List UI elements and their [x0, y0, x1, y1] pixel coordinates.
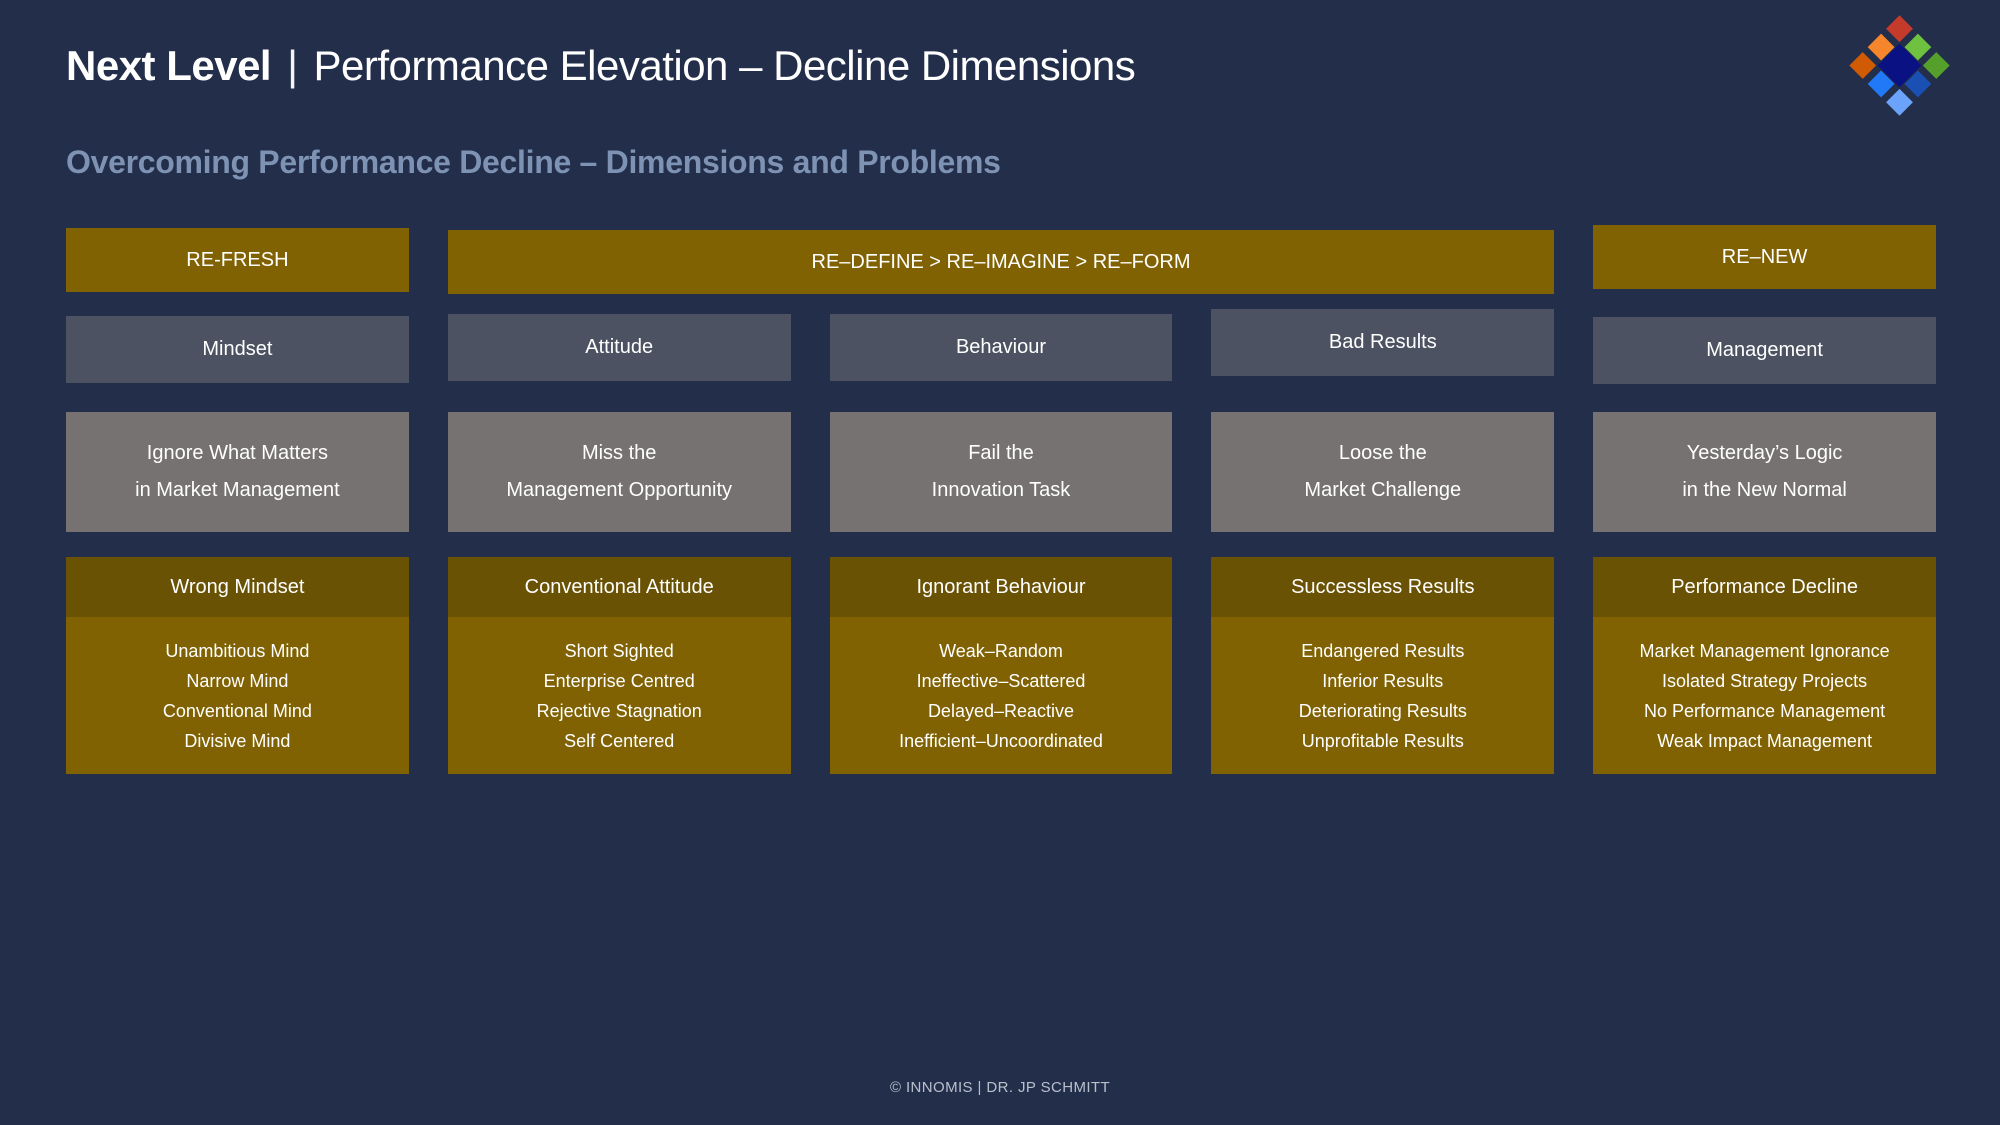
detail-card-item: Enterprise Centred — [543, 670, 695, 691]
slide-subtitle: Overcoming Performance Decline – Dimensions and Problems — [66, 144, 1001, 180]
copyright-footer: © INNOMIS | DR. JP SCHMITT — [889, 1079, 1111, 1096]
detail-card-successless-results — [1211, 557, 1554, 774]
problem-line: Yesterday’s Logic — [1686, 442, 1843, 464]
logo-square-red — [1886, 15, 1913, 42]
problem-box-market-management — [66, 412, 409, 532]
problem-line: in the New Normal — [1682, 479, 1847, 501]
detail-card-item: Unprofitable Results — [1301, 730, 1464, 751]
detail-card-item: No Performance Management — [1644, 700, 1886, 721]
stage-box-renew: RE–NEW — [1593, 225, 1936, 289]
problem-line: Fail the — [968, 442, 1034, 464]
detail-card-items — [1593, 617, 1936, 774]
slide-header — [66, 40, 1135, 92]
problem-box-management-opportunity — [448, 412, 791, 532]
detail-card-item: Short Sighted — [564, 640, 674, 661]
stage-box-refresh: RE-FRESH — [66, 228, 409, 292]
logo-diamond-grid — [1849, 15, 1949, 115]
problem-box-yesterdays-logic — [1593, 412, 1936, 532]
dimension-box-behaviour: Behaviour — [830, 314, 1173, 381]
problem-line: Miss the — [581, 442, 657, 464]
dimension-box-management: Management — [1593, 317, 1936, 384]
decline-matrix — [66, 228, 1936, 774]
detail-card-title: Successless Results — [1211, 557, 1554, 617]
detail-card-performance-decline — [1593, 557, 1936, 774]
detail-card-item: Isolated Strategy Projects — [1662, 670, 1868, 691]
detail-card-item: Delayed–Reactive — [927, 700, 1075, 721]
problem-line: Ignore What Matters — [146, 442, 328, 464]
detail-card-item: Inefficient–Uncoordinated — [899, 730, 1103, 751]
detail-card-item: Conventional Mind — [162, 700, 312, 721]
dimension-box-bad-results: Bad Results — [1211, 309, 1554, 376]
detail-card-item: Endangered Results — [1301, 640, 1465, 661]
stage-box-redefine: RE–DEFINE > RE–IMAGINE > RE–FORM — [448, 230, 1554, 294]
detail-card-wrong-mindset — [66, 557, 409, 774]
dimension-box-attitude: Attitude — [448, 314, 791, 381]
detail-card-item: Inferior Results — [1322, 670, 1444, 691]
detail-card-item: Unambitious Mind — [165, 640, 310, 661]
detail-card-items — [448, 617, 791, 774]
logo-square-green — [1923, 52, 1950, 79]
detail-card-title: Conventional Attitude — [448, 557, 791, 617]
dimension-box-mindset: Mindset — [66, 316, 409, 383]
problem-line: Innovation Task — [931, 479, 1071, 501]
logo-square-dark-orange — [1849, 52, 1876, 79]
detail-card-item: Weak–Random — [939, 640, 1063, 661]
detail-card-item: Ineffective–Scattered — [916, 670, 1086, 691]
detail-card-item: Deteriorating Results — [1298, 700, 1467, 721]
detail-card-item: Self Centered — [564, 730, 675, 751]
page-title: Performance Elevation – Decline Dimensions — [313, 42, 1136, 89]
detail-card-conventional-attitude — [448, 557, 791, 774]
title-separator: | — [287, 42, 298, 89]
detail-card-items — [830, 617, 1173, 774]
detail-card-item: Rejective Stagnation — [536, 700, 702, 721]
logo-square-sky-blue — [1886, 89, 1913, 116]
problem-line: in Market Management — [135, 479, 340, 501]
detail-card-item: Divisive Mind — [184, 730, 291, 751]
detail-card-title: Wrong Mindset — [66, 557, 409, 617]
problem-box-innovation-task — [830, 412, 1173, 532]
detail-card-item: Weak Impact Management — [1657, 730, 1872, 751]
detail-card-item: Market Management Ignorance — [1639, 640, 1890, 661]
brand-name: Next Level — [66, 42, 272, 89]
innomis-logo — [1848, 14, 1952, 118]
problem-box-market-challenge — [1211, 412, 1554, 532]
problem-line: Market Challenge — [1304, 479, 1462, 501]
detail-card-items — [1211, 617, 1554, 774]
detail-card-items — [66, 617, 409, 774]
detail-card-ignorant-behaviour — [830, 557, 1173, 774]
detail-card-item: Narrow Mind — [186, 670, 289, 691]
problem-line: Loose the — [1338, 442, 1427, 464]
detail-card-title: Ignorant Behaviour — [830, 557, 1173, 617]
problem-line: Management Opportunity — [506, 479, 733, 501]
detail-card-title: Performance Decline — [1593, 557, 1936, 617]
